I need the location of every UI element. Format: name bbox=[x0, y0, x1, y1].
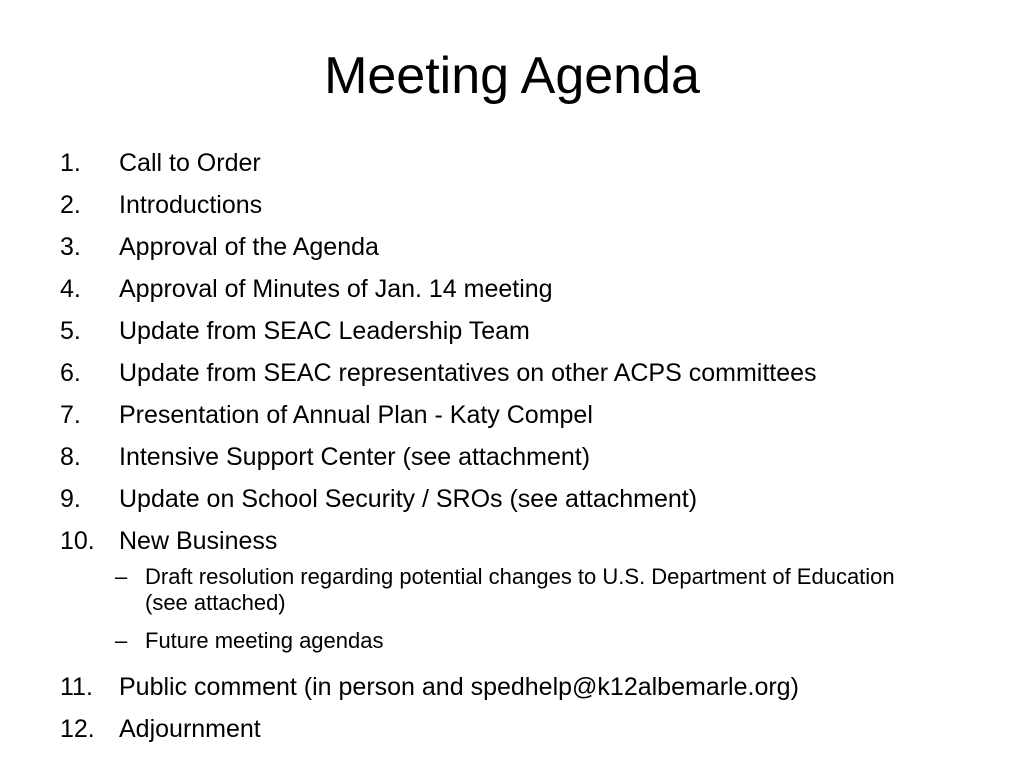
agenda-item bbox=[60, 184, 980, 226]
agenda-item-text: Update on School Security / SROs (see attachment) bbox=[119, 485, 698, 513]
agenda-item bbox=[60, 268, 980, 310]
agenda-item bbox=[60, 394, 980, 436]
agenda-item-number: 6. bbox=[60, 359, 81, 387]
sub-agenda-item-text: Draft resolution regarding potential changes to U.S. Department of Education (see attached) bbox=[145, 564, 895, 615]
agenda-item-number: 12. bbox=[60, 715, 95, 743]
agenda-item-text: Approval of Minutes of Jan. 14 meeting bbox=[119, 275, 553, 303]
agenda-item bbox=[60, 142, 980, 184]
dash-bullet: – bbox=[115, 564, 128, 589]
agenda-item-text: Intensive Support Center (see attachment) bbox=[119, 443, 591, 471]
agenda-item bbox=[60, 708, 980, 750]
agenda-item bbox=[60, 226, 980, 268]
agenda-item-number: 8. bbox=[60, 443, 81, 471]
sub-agenda-item bbox=[60, 628, 980, 654]
agenda-item-text: Update from SEAC representatives on other ACPS committees bbox=[119, 359, 817, 387]
agenda-item bbox=[60, 352, 980, 394]
agenda-item bbox=[60, 478, 980, 520]
sub-agenda-list bbox=[60, 564, 980, 654]
slide-title: Meeting Agenda bbox=[324, 47, 700, 105]
agenda-item-text: Introductions bbox=[119, 191, 263, 219]
agenda-item-text: Call to Order bbox=[119, 149, 261, 177]
sub-agenda-item bbox=[60, 564, 980, 616]
agenda-item bbox=[60, 310, 980, 352]
agenda-item-number: 9. bbox=[60, 485, 81, 513]
agenda-item-number: 7. bbox=[60, 401, 81, 429]
agenda-item-text: New Business bbox=[119, 527, 278, 555]
agenda-item-number: 1. bbox=[60, 149, 81, 177]
agenda-item-number: 4. bbox=[60, 275, 81, 303]
agenda-item-number: 3. bbox=[60, 233, 81, 261]
agenda-item-text: Update from SEAC Leadership Team bbox=[119, 317, 530, 345]
agenda-item bbox=[60, 436, 980, 478]
agenda-item-text: Presentation of Annual Plan - Katy Compel bbox=[119, 401, 593, 429]
dash-bullet: – bbox=[115, 628, 128, 653]
agenda-item-number: 11. bbox=[60, 673, 93, 701]
agenda-item-number: 10. bbox=[60, 527, 95, 555]
agenda-list bbox=[60, 142, 980, 750]
agenda-item bbox=[60, 666, 980, 708]
agenda-item-text: Approval of the Agenda bbox=[119, 233, 379, 261]
sub-agenda-item-text: Future meeting agendas bbox=[145, 628, 384, 653]
agenda-item-new-business bbox=[60, 520, 980, 654]
agenda-item-text: Public comment (in person and spedhelp@k12albemarle.org) bbox=[119, 673, 799, 701]
agenda-item-number: 2. bbox=[60, 191, 81, 219]
agenda-item-text: Adjournment bbox=[119, 715, 261, 743]
agenda-item-number: 5. bbox=[60, 317, 81, 345]
